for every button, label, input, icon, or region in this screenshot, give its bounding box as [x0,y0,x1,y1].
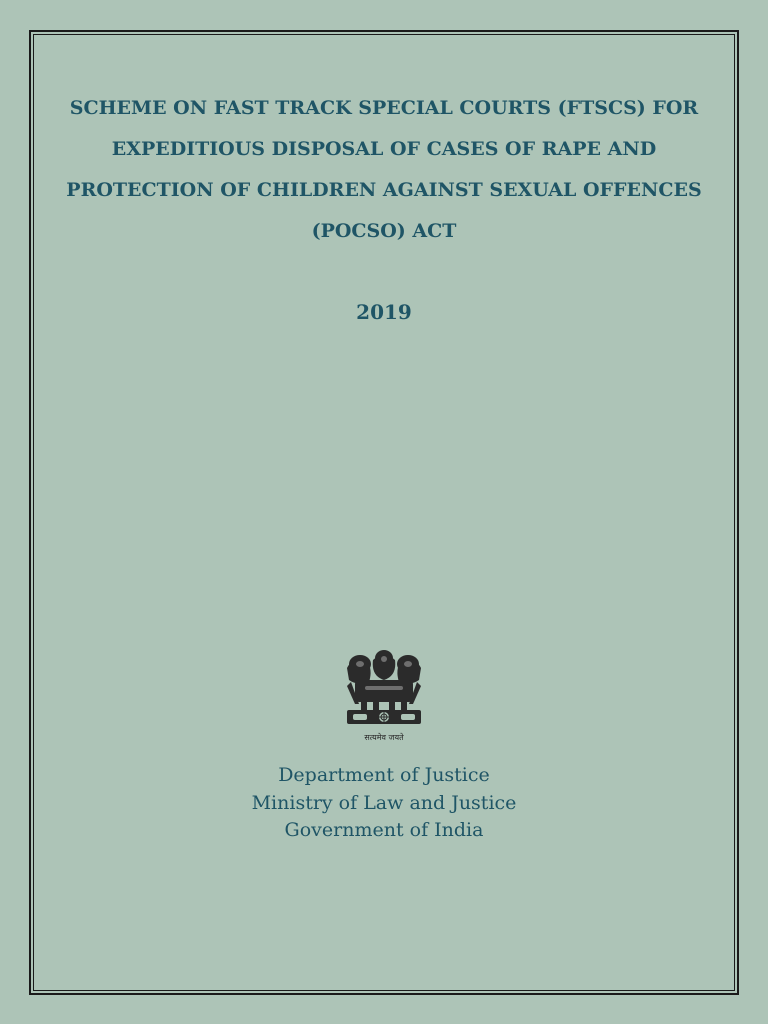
title-line: (POCSO) ACT [311,220,457,242]
national-emblem-icon [333,646,435,744]
document-year: 2019 [356,300,412,324]
ministry-name: Ministry of Law and Justice [251,791,517,814]
document-title [40,88,728,252]
emblem-motto: सत्यमेव जयते [364,733,404,742]
issuing-authority [40,762,728,845]
title-line: PROTECTION OF CHILDREN AGAINST SEXUAL OFFENCES [66,179,702,201]
government-name: Government of India [284,819,484,841]
title-line: SCHEME ON FAST TRACK SPECIAL COURTS (FTSCS) FOR [69,97,699,119]
department-name: Department of Justice [278,764,490,786]
title-line: EXPEDITIOUS DISPOSAL OF CASES OF RAPE AND [111,138,657,160]
